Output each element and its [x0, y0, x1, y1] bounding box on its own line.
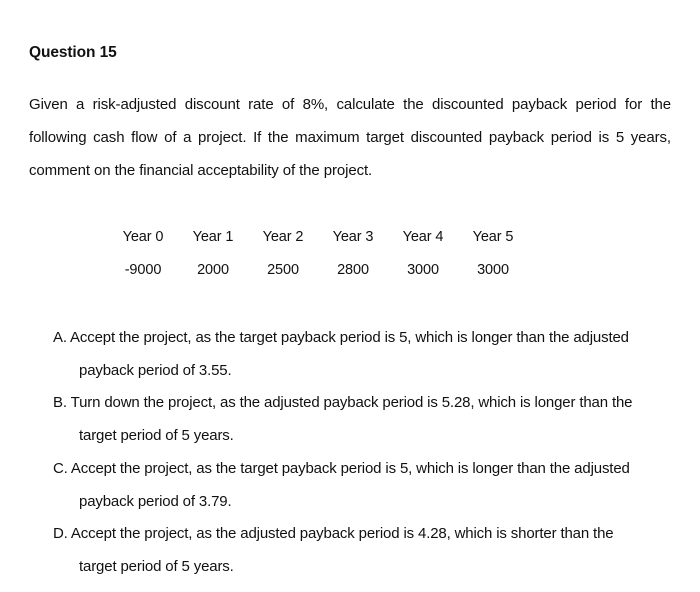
option-b-line1: B. Turn down the project, as the adjusted payback period is 5.28, which is longer than the [53, 394, 633, 412]
cash-flow-value: 2500 [267, 261, 299, 278]
option-a-line2: payback period of 3.55. [79, 361, 232, 379]
option-d[interactable] [53, 518, 663, 583]
question-text-line: Given a risk-adjusted discount rate of 8%, calculate the discounted payback period for the [29, 96, 671, 113]
answer-options [53, 322, 663, 584]
question-title: Question 15 [29, 44, 117, 61]
year-header: Year 3 [332, 228, 374, 245]
option-d-line2: target period of 5 years. [79, 557, 234, 575]
cash-flow-table [108, 220, 528, 286]
cash-flow-value-row [108, 253, 528, 286]
question-text-line: comment on the financial acceptability of the project. [29, 162, 373, 179]
option-a[interactable] [53, 322, 663, 387]
option-a-line1: A. Accept the project, as the target payback period is 5, which is longer than the adjusted [53, 329, 629, 346]
question-text-line: following cash flow of a project. If the maximum target discounted payback period is 5 years, [29, 129, 671, 146]
cash-flow-value: 2000 [197, 261, 229, 278]
option-d-line1: D. Accept the project, as the adjusted payback period is 4.28, which is shorter than the [53, 525, 614, 543]
year-header: Year 1 [192, 228, 234, 245]
cash-flow-value: 3000 [477, 261, 509, 278]
option-c-line2: payback period of 3.79. [79, 492, 232, 510]
option-b-line2: target period of 5 years. [79, 427, 234, 445]
year-header: Year 4 [402, 228, 444, 245]
year-header: Year 0 [122, 228, 164, 245]
option-b[interactable] [53, 387, 663, 452]
option-c-line1: C. Accept the project, as the target payback period is 5, which is longer than the adjusted [53, 459, 630, 477]
question-text [29, 88, 671, 187]
option-c[interactable] [53, 453, 663, 518]
cash-flow-value: 3000 [407, 261, 439, 278]
cash-flow-value: 2800 [337, 261, 369, 278]
cash-flow-header-row [108, 220, 528, 253]
cash-flow-value: -9000 [124, 261, 162, 278]
year-header: Year 5 [472, 228, 514, 245]
year-header: Year 2 [262, 228, 304, 245]
